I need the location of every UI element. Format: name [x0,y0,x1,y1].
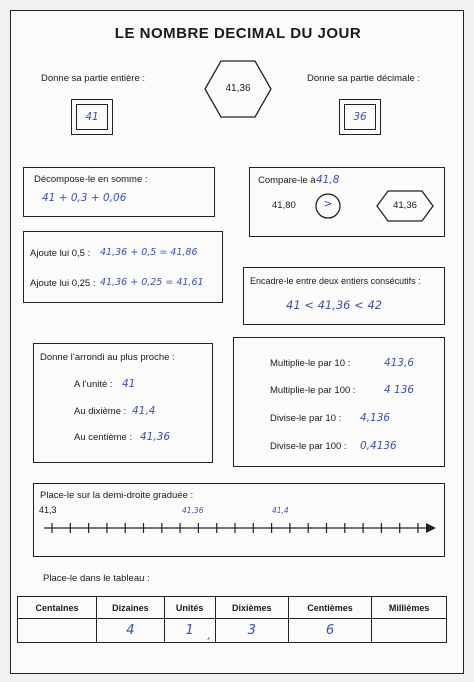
compare-label: Compare-le à [258,175,316,186]
arrondi-box [33,343,213,463]
arrondi-unit-answer: 41 [122,378,136,390]
divide-10-answer: 4,136 [360,412,391,424]
multiply-box [233,337,445,467]
arrondi-hundredth-answer: 41,36 [140,431,171,443]
compare-sign: > [323,198,333,210]
col-header-centiemes: Centièmes [288,597,372,619]
multiply-10-answer: 413,6 [384,357,415,369]
add-row1-answer: 41,36 + 0,5 = 41,86 [100,247,198,258]
compare-target: 41,8 [316,174,340,186]
cell-milliemes[interactable] [372,619,447,643]
decimal-part-box [339,99,381,135]
table-header-row [18,597,447,619]
number-line-mark-41-36: 41,36 [182,506,204,515]
arrondi-hundredth-label: Au centième : [74,432,133,443]
col-header-unites: Unités [164,597,215,619]
cell-dixiemes[interactable]: 3 [215,619,288,643]
number-line-box [33,483,445,557]
add-row2-label: Ajoute lui 0,25 : [30,278,96,289]
number-line-start-label: 41,3 [39,505,57,515]
table-label: Place-le dans le tableau : [43,573,150,584]
multiply-10-label: Multiplie-le par 10 : [270,358,351,369]
add-box [23,231,223,303]
integer-part-label: Donne sa partie entière : [41,73,146,84]
arrow-head-icon [426,523,436,533]
decimal-part-label: Donne sa partie décimale : [307,73,421,84]
add-row2-answer: 41,36 + 0,25 = 41,61 [100,277,204,288]
worksheet [10,10,464,674]
number-line-label: Place-le sur la demi-droite graduée : [40,490,194,501]
cell-unites[interactable]: 1 , [164,619,215,643]
cell-centiemes[interactable]: 6 [288,619,372,643]
cell-dizaines[interactable]: 4 [97,619,164,643]
place-value-table [17,596,447,643]
table-row [18,619,447,643]
divide-10-label: Divise-le par 10 : [270,413,342,424]
compare-left-value: 41,80 [272,200,296,211]
arrondi-tenth-answer: 41,4 [132,405,156,417]
multiply-100-answer: 4 136 [384,384,415,396]
page-title: LE NOMBRE DECIMAL DU JOUR [114,25,362,42]
arrondi-label: Donne l’arrondi au plus proche : [40,352,175,363]
compare-right-value: 41,36 [393,200,417,211]
encadre-box [243,267,445,325]
col-header-dixiemes: Dixièmes [215,597,288,619]
decompose-box [23,167,215,217]
add-row1-label: Ajoute lui 0,5 : [30,248,91,259]
col-header-milliemes: Millièmes [372,597,447,619]
col-header-dizaines: Dizaines [97,597,164,619]
encadre-answer: 41 < 41,36 < 42 [286,298,383,312]
multiply-100-label: Multiplie-le par 100 : [270,385,356,396]
decompose-label: Décompose-le en somme : [34,174,148,185]
number-of-the-day: 41,36 [225,83,251,94]
integer-part-box [71,99,113,135]
integer-part-answer: 41 [85,111,99,123]
decompose-answer: 41 + 0,3 + 0,06 [42,192,127,204]
cell-centaines[interactable] [18,619,97,643]
divide-100-label: Divise-le par 100 : [270,441,347,452]
encadre-label: Encadre-le entre deux entiers consécutifs : [250,276,421,286]
col-header-centaines: Centaines [18,597,97,619]
decimal-comma: , [207,629,211,642]
arrondi-tenth-label: Au dixième : [74,406,127,417]
decimal-part-answer: 36 [353,111,367,123]
arrondi-unit-label: A l’unité : [74,379,113,390]
divide-100-answer: 0,4136 [360,440,397,452]
number-line-shape [34,514,444,544]
number-line-mark-41-4: 41,4 [272,506,289,515]
compare-box [249,167,445,237]
